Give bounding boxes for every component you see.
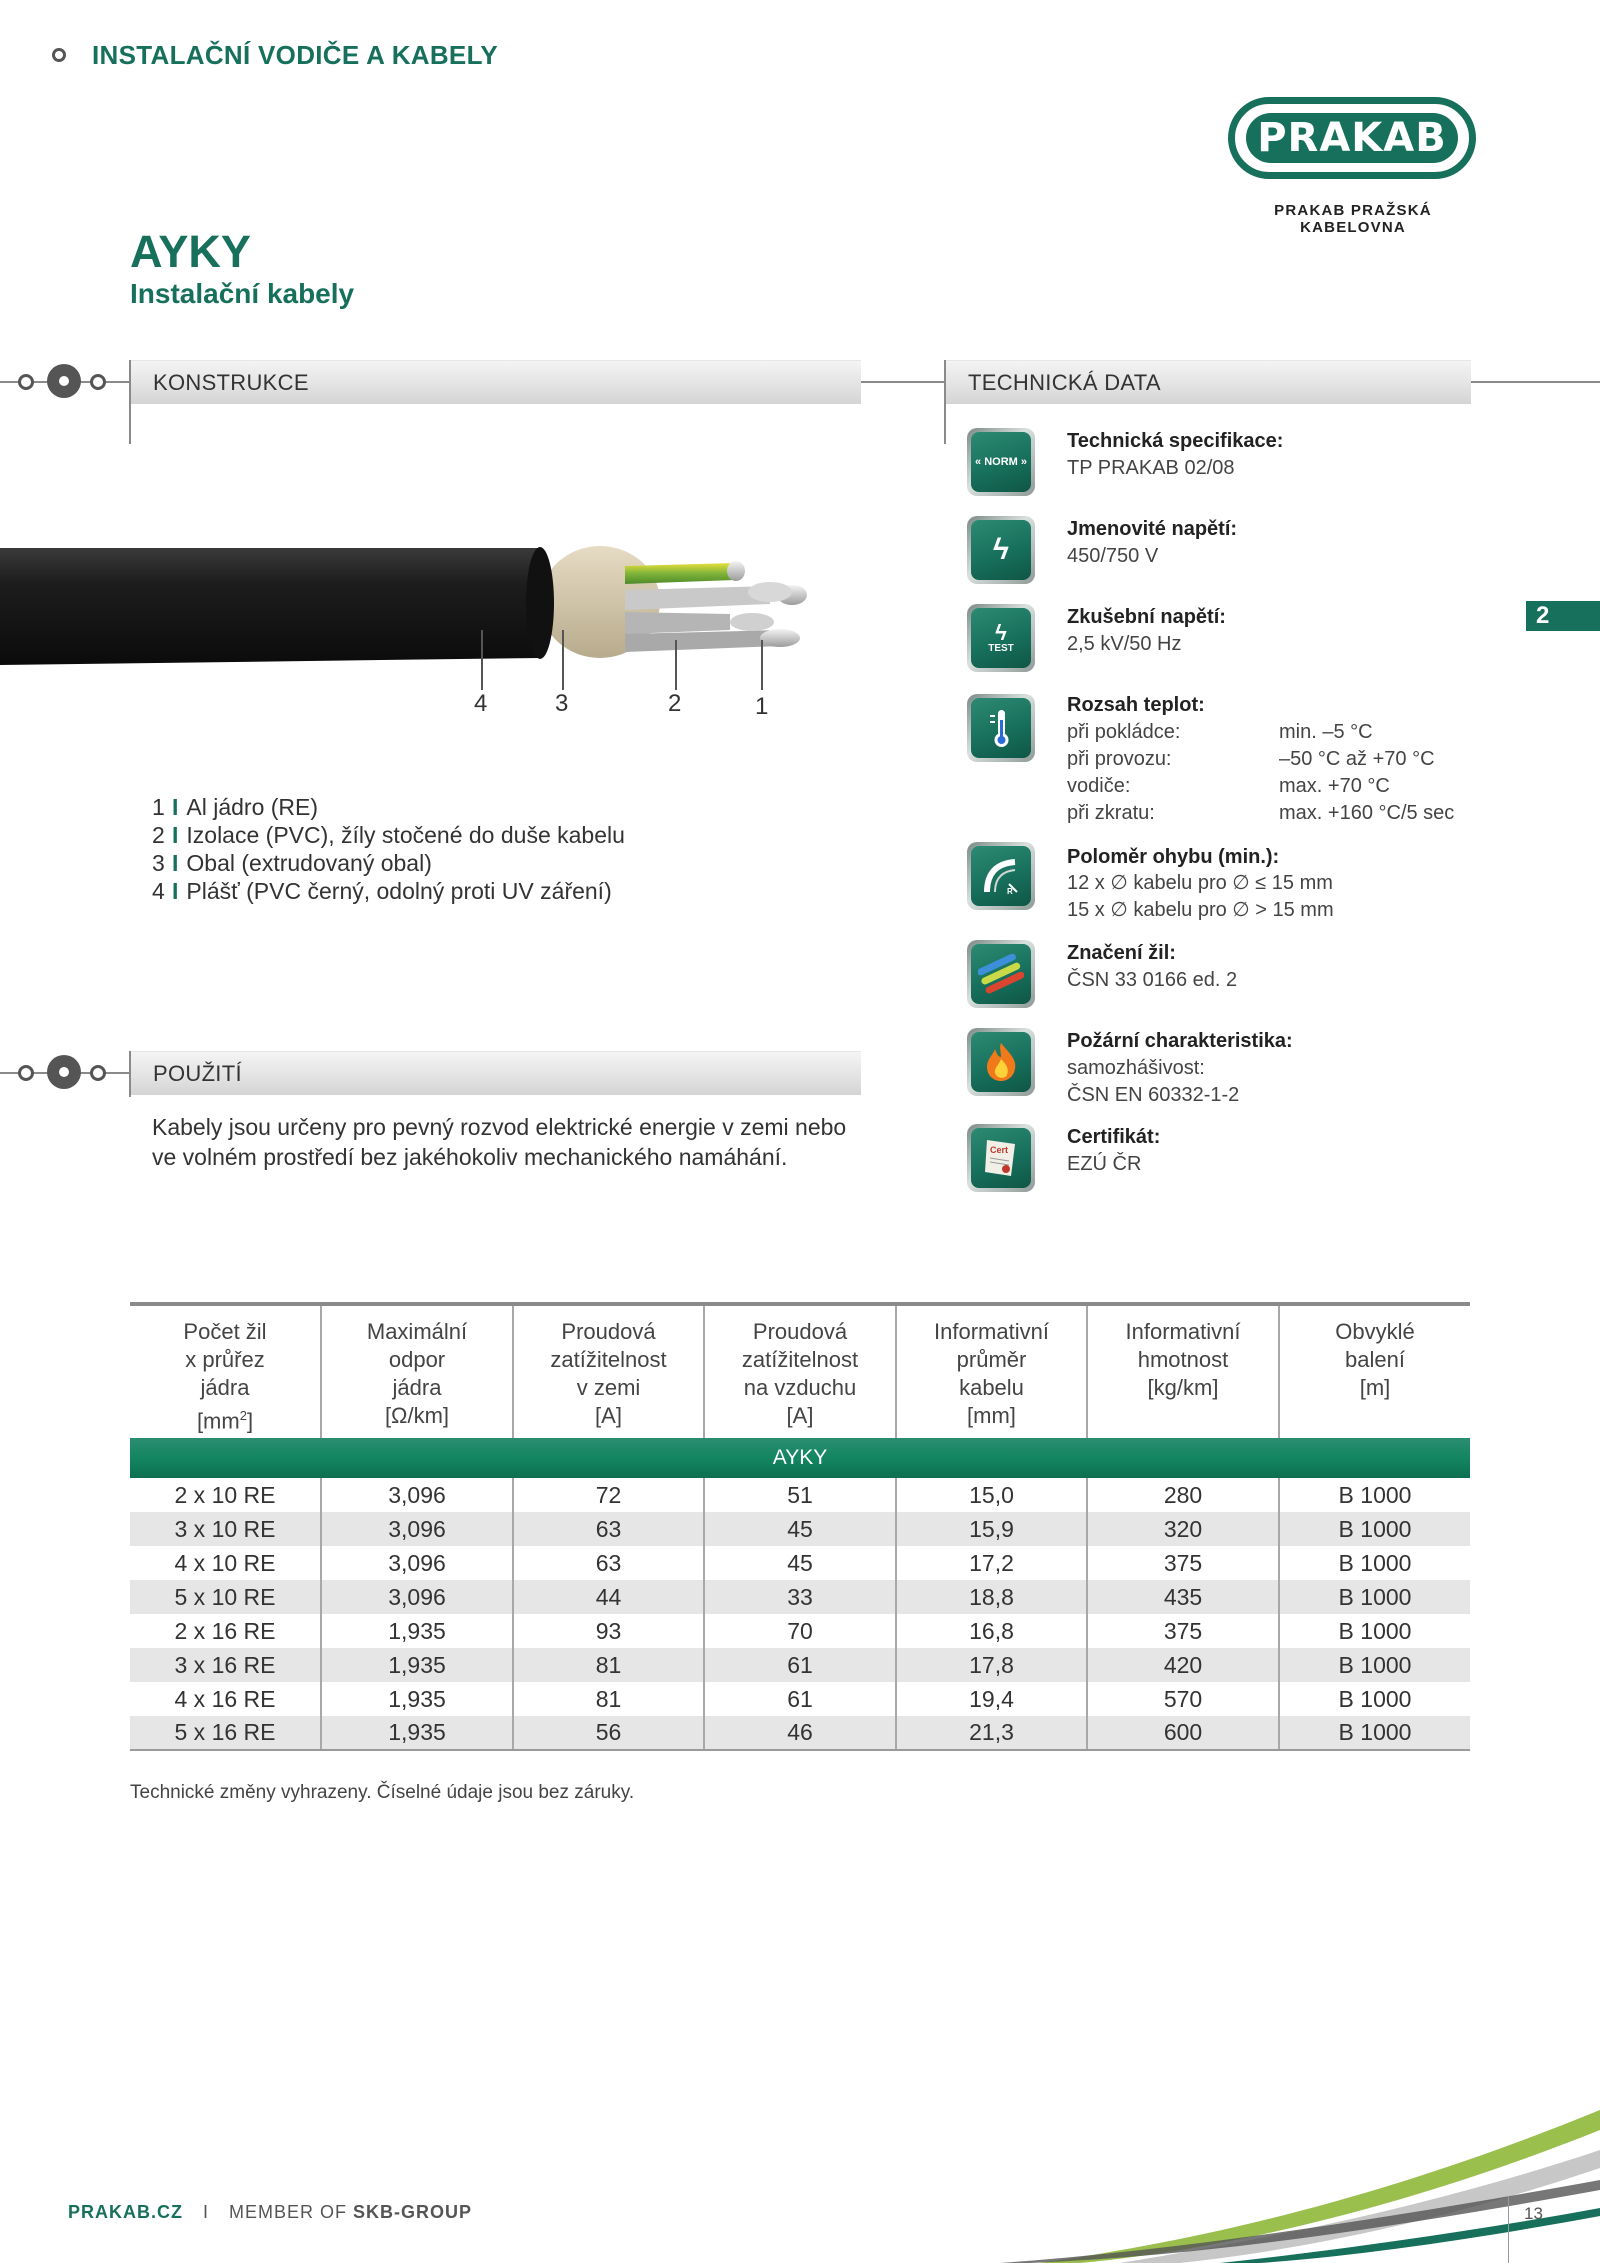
table-cell: 420: [1087, 1648, 1279, 1682]
thermometer-icon: [967, 694, 1035, 762]
disclaimer-note: Technické změny vyhrazeny. Číselné údaje jsou bez záruky.: [130, 1782, 635, 1803]
cable-core-grey-2: [625, 612, 730, 634]
footer-site-link[interactable]: PRAKAB.CZ: [68, 2202, 183, 2222]
table-cell: 375: [1087, 1546, 1279, 1580]
table-cell: 16,8: [896, 1614, 1087, 1648]
marking-label: Značení žil:: [1067, 942, 1176, 964]
construction-item: 1 I Al jádro (RE): [152, 794, 319, 820]
norm-icon: « NORM »: [967, 428, 1035, 496]
table-cell: 46: [704, 1716, 896, 1750]
footer-cable-swoosh: [1000, 2090, 1600, 2263]
table-cell: 4 x 16 RE: [130, 1682, 321, 1716]
table-cell: 17,8: [896, 1648, 1087, 1682]
wire-colors-icon: [967, 940, 1035, 1008]
table-cell: 5 x 16 RE: [130, 1716, 321, 1750]
pointer-label: 1: [755, 693, 769, 720]
chapter-tab: 2: [1526, 601, 1600, 631]
table-cell: 19,4: [896, 1682, 1087, 1716]
table-cell: 21,3: [896, 1716, 1087, 1750]
temperature-value: max. +70 °C: [1279, 775, 1390, 797]
table-cell: 3,096: [321, 1478, 513, 1512]
bend-radius-icon: [967, 842, 1035, 910]
temperature-value: –50 °C až +70 °C: [1279, 748, 1435, 770]
spec-value: TP PRAKAB 02/08: [1067, 457, 1235, 479]
cert-label: Certifikát:: [1067, 1126, 1161, 1148]
construction-item: 2 I Izolace (PVC), žíly stočené do duše kabelu: [152, 822, 625, 848]
construction-small-dot-icon: [18, 374, 34, 390]
logo-badge: [1246, 113, 1458, 163]
usage-big-dot-icon: [47, 1055, 81, 1089]
svg-text:Cert: Cert: [990, 1145, 1009, 1155]
table-cell: 63: [513, 1546, 704, 1580]
usage-small-dot-icon: [18, 1065, 34, 1081]
spec-label: Technická specifikace:: [1067, 430, 1284, 452]
table-cell: 17,2: [896, 1546, 1087, 1580]
product-title: AYKY: [130, 226, 251, 277]
cable-sheath: [0, 548, 550, 665]
temperature-key: při pokládce:: [1067, 721, 1181, 743]
table-cell: 81: [513, 1682, 704, 1716]
table-cell: B 1000: [1279, 1682, 1470, 1716]
pointer-label: 2: [668, 690, 682, 717]
table-cell: 45: [704, 1546, 896, 1580]
fire-value-1: samozhášivost:: [1067, 1057, 1205, 1079]
table-cell: 3,096: [321, 1580, 513, 1614]
table-row: [130, 1716, 1470, 1750]
table-row: [130, 1478, 1470, 1512]
lightning-icon: ϟ: [967, 516, 1035, 584]
table-cell: 33: [704, 1580, 896, 1614]
column-header: Informativní průměr kabelu [mm]: [896, 1304, 1087, 1438]
table-cell: 3 x 10 RE: [130, 1512, 321, 1546]
test-icon: ϟ TEST: [967, 604, 1035, 672]
table-cell: 81: [513, 1648, 704, 1682]
column-header: Proudová zatížitelnost v zemi [A]: [513, 1304, 704, 1438]
cable-illustration: [0, 530, 830, 720]
table-cell: 375: [1087, 1614, 1279, 1648]
table-cell: 435: [1087, 1580, 1279, 1614]
cable-core-green-yellow: [625, 563, 735, 584]
construction-small-dot-icon: [90, 374, 106, 390]
cable-core-grey-1: [625, 586, 770, 610]
bend-label: Poloměr ohybu (min.):: [1067, 846, 1280, 868]
table-cell: 1,935: [321, 1682, 513, 1716]
table-cell: 2 x 16 RE: [130, 1614, 321, 1648]
pointer-label: 3: [555, 690, 569, 717]
table-row: [130, 1546, 1470, 1580]
table-cell: 44: [513, 1580, 704, 1614]
fire-icon: [967, 1028, 1035, 1096]
table-cell: 1,935: [321, 1716, 513, 1750]
temperature-value: min. –5 °C: [1279, 721, 1373, 743]
test-voltage-label: Zkušební napětí:: [1067, 606, 1226, 628]
usage-heading: POUŽITÍ: [131, 1051, 861, 1095]
logo-wordmark: PRAKAB: [1257, 115, 1447, 161]
temperature-key: při provozu:: [1067, 748, 1172, 770]
svg-text:R: R: [1007, 887, 1013, 896]
table-header-row: [130, 1304, 1470, 1438]
table-cell: B 1000: [1279, 1512, 1470, 1546]
column-header: Maximální odpor jádra [Ω/km]: [321, 1304, 513, 1438]
product-subtitle: Instalační kabely: [130, 278, 355, 309]
table-cell: 61: [704, 1682, 896, 1716]
footer-group: SKB-GROUP: [353, 2202, 473, 2222]
marking-value: ČSN 33 0166 ed. 2: [1067, 969, 1238, 991]
table-row: [130, 1512, 1470, 1546]
table-cell: 72: [513, 1478, 704, 1512]
group-label: AYKY: [130, 1438, 1470, 1478]
table-cell: 2 x 10 RE: [130, 1478, 321, 1512]
temperature-table: [1067, 719, 1499, 827]
table-row: [130, 1580, 1470, 1614]
column-header: Počet žil x průřez jádra $[mm^2]$: [130, 1304, 321, 1438]
temperature-key: vodiče:: [1067, 775, 1131, 797]
construction-item: 3 I Obal (extrudovaný obal): [152, 850, 432, 876]
table-cell: 5 x 10 RE: [130, 1580, 321, 1614]
column-header: Informativní hmotnost [kg/km]: [1087, 1304, 1279, 1438]
table-cell: 45: [704, 1512, 896, 1546]
temperature-value: max. +160 °C/5 sec: [1279, 802, 1455, 824]
usage-small-dot-icon: [90, 1065, 106, 1081]
cable-parameters-table: [130, 1302, 1470, 1751]
table-cell: 570: [1087, 1682, 1279, 1716]
table-cell: 3,096: [321, 1512, 513, 1546]
table-cell: B 1000: [1279, 1580, 1470, 1614]
table-row: [130, 1682, 1470, 1716]
table-cell: 51: [704, 1478, 896, 1512]
table-cell: 3,096: [321, 1546, 513, 1580]
construction-item: 4 I Plášť (PVC černý, odolný proti UV záření): [152, 878, 612, 904]
table-cell: 15,9: [896, 1512, 1087, 1546]
construction-heading: KONSTRUKCE: [131, 360, 861, 404]
table-cell: 56: [513, 1716, 704, 1750]
footer-brand: PRAKAB.CZ I MEMBER OF SKB-GROUP: [68, 2202, 473, 2222]
cert-value: EZÚ ČR: [1067, 1153, 1142, 1175]
temperature-label: Rozsah teplot:: [1067, 694, 1205, 716]
technical-heading: TECHNICKÁ DATA: [946, 360, 1471, 404]
column-header: Proudová zatížitelnost na vzduchu [A]: [704, 1304, 896, 1438]
test-voltage-value: 2,5 kV/50 Hz: [1067, 633, 1182, 655]
bend-value-1: 12 x ∅ kabelu pro ∅ ≤ 15 mm: [1067, 872, 1333, 894]
page-number: 13: [1524, 2204, 1543, 2223]
table-cell: B 1000: [1279, 1546, 1470, 1580]
table-cell: 61: [704, 1648, 896, 1682]
table-cell: 3 x 16 RE: [130, 1648, 321, 1682]
column-header: Obvyklé balení [m]: [1335, 1319, 1415, 1400]
table-cell: 70: [704, 1614, 896, 1648]
table-cell: 1,935: [321, 1614, 513, 1648]
table-cell: 15,0: [896, 1478, 1087, 1512]
table-cell: B 1000: [1279, 1716, 1470, 1750]
temperature-key: při zkratu:: [1067, 802, 1155, 824]
table-cell: 63: [513, 1512, 704, 1546]
table-cell: B 1000: [1279, 1478, 1470, 1512]
table-group-row: [130, 1438, 1470, 1478]
table-row: [130, 1648, 1470, 1682]
voltage-value: 450/750 V: [1067, 545, 1159, 567]
technical-header-line-left: [861, 381, 945, 383]
bend-value-2: 15 x ∅ kabelu pro ∅ > 15 mm: [1067, 899, 1334, 921]
table-cell: B 1000: [1279, 1648, 1470, 1682]
prakab-logo: [1228, 97, 1476, 179]
table-row: [130, 1614, 1470, 1648]
fire-value-2: ČSN EN 60332-1-2: [1067, 1084, 1240, 1106]
table-cell: 280: [1087, 1478, 1279, 1512]
usage-text: Kabely jsou určeny pro pevný rozvod elektrické energie v zemi nebo ve volném prostředí bez jakéhokoliv mechanického namáhání.: [152, 1114, 847, 1170]
pointer-label: 4: [474, 690, 488, 717]
table-cell: 4 x 10 RE: [130, 1546, 321, 1580]
footer-divider: [1508, 2196, 1509, 2263]
construction-big-dot-icon: [47, 364, 81, 398]
technical-header-line-right: [1471, 381, 1600, 383]
section-title: INSTALAČNÍ VODIČE A KABELY: [92, 40, 499, 70]
table-cell: 93: [513, 1614, 704, 1648]
table-cell: 600: [1087, 1716, 1279, 1750]
logo-tagline: PRAKAB PRAŽSKÁ KABELOVNA: [1274, 202, 1432, 236]
fire-label: Požární charakteristika:: [1067, 1030, 1293, 1052]
table-cell: 320: [1087, 1512, 1279, 1546]
table-cell: 18,8: [896, 1580, 1087, 1614]
table-cell: B 1000: [1279, 1614, 1470, 1648]
table-cell: 1,935: [321, 1648, 513, 1682]
header-bullet-icon: [52, 48, 66, 62]
voltage-label: Jmenovité napětí:: [1067, 518, 1238, 540]
certificate-icon: [967, 1124, 1035, 1192]
